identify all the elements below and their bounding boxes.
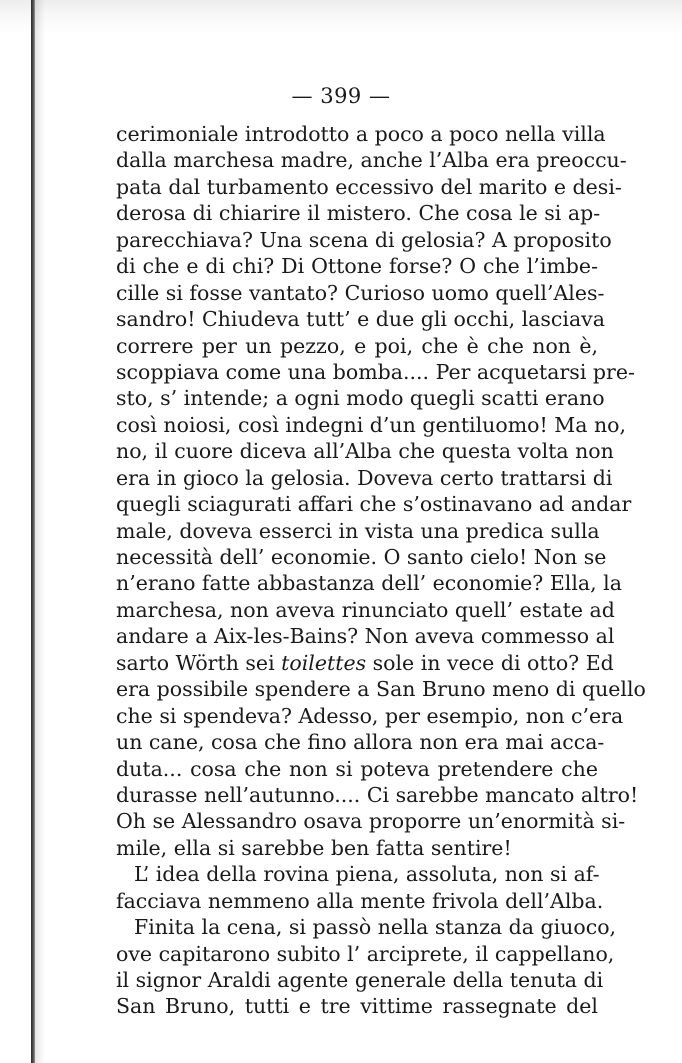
text-line: duta... cosa che non si poteva pretendere che <box>116 756 598 781</box>
text-line: n’erano fatte abbastanza dell’ economie? Ella, la <box>116 571 622 596</box>
text-line: sto, s’ intende; a ogni modo quegli scatti erano <box>116 386 605 411</box>
text-line: così noiosi, così indegni d’un gentiluomo! Ma no, <box>116 412 627 437</box>
text-line: durasse nell’autunno.... Ci sarebbe mancato altro! <box>116 782 639 807</box>
text-line: scoppiava come una bomba.... Per acquetarsi pre- <box>116 359 635 384</box>
text-line: no, il cuore diceva all’Alba che questa volta non <box>116 439 614 464</box>
text-line: il signor Araldi agente generale della tenuta di <box>116 968 604 992</box>
text-line: dalla marchesa madre, anche l’Alba era preoccu- <box>116 148 627 173</box>
text-line: facciava nemmeno alla mente frivola dell’Alba. <box>116 888 604 913</box>
text-line: derosa di chiarire il mistero. Che cosa le si ap- <box>116 201 601 226</box>
text-line: ove capitarono subito l’ arciprete, il cappellano, <box>116 941 615 966</box>
text-line-mixed <box>116 650 614 676</box>
text-line: era in gioco la gelosia. Doveva certo trattarsi di <box>116 465 613 490</box>
text-line: cerimoniale introdotto a poco a poco nella villa <box>116 122 606 146</box>
text-line: cille si fosse vantato? Curioso uomo quell’Ales- <box>116 280 605 305</box>
italic-term: toilettes <box>281 650 367 675</box>
spine-shadow <box>35 0 45 1063</box>
text-line: che si spendeva? Adesso, per esempio, non c’era <box>116 703 624 728</box>
text-line: necessità dell’ economie. O santo cielo! Non se <box>116 545 607 569</box>
text-line: Finita la cena, si passò nella stanza da giuoco, <box>134 915 617 940</box>
text-segment: sole in vece di otto? Ed <box>372 650 614 675</box>
text-line: San Bruno, tutti e tre vittime rassegnate del <box>116 994 598 1019</box>
text-line: mile, ella si sarebbe ben fatta sentire! <box>116 835 512 860</box>
text-line: quegli sciagurati affari che s’ostinavano ad andar <box>116 492 632 517</box>
text-line: Oh se Alessandro osava proporre un’enormità si- <box>116 809 626 834</box>
page-number: — 399 — <box>291 84 391 108</box>
text-segment: sarto Wörth sei <box>116 650 275 675</box>
body-text <box>116 121 646 1020</box>
text-line: un cane, cosa che fino allora non era mai acca- <box>116 730 605 755</box>
text-line: sandro! Chiudeva tutt’ e due gli occhi, lasciava <box>116 307 605 332</box>
text-line: marchesa, non aveva rinunciato quell’ estate ad <box>116 597 615 622</box>
text-line: andare a Aix-les-Bains? Non aveva commesso al <box>116 624 615 649</box>
text-line: pata dal turbamento eccessivo del marito e desi- <box>116 174 622 199</box>
text-line: di che e di chi? Di Ottone forse? O che l’imbe- <box>116 254 598 279</box>
text-line: L’ idea della rovina piena, assoluta, non si af- <box>134 862 600 887</box>
text-line: parecchiava? Una scena di gelosia? A proposito <box>116 227 612 252</box>
text-line: male, doveva esserci in vista una predica sulla <box>116 518 600 543</box>
text-line: correre per un pezzo, e poi, che è che non è, <box>116 333 598 358</box>
text-line: era possibile spendere a San Bruno meno di quello <box>116 677 646 702</box>
